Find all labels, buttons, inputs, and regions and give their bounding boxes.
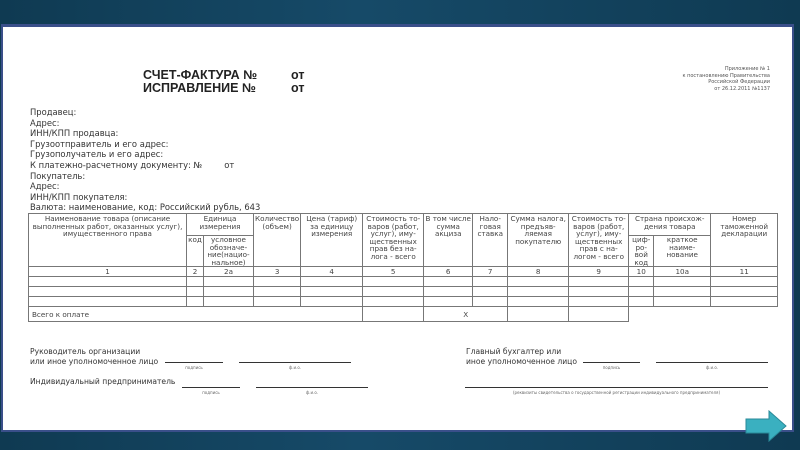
table-row [29, 297, 778, 307]
header-cost-with-tax: Стоимость то-варов (работ, услуг), иму-щественных прав с на-логом - всего [569, 214, 629, 267]
signature-caption: подпись [185, 365, 203, 370]
table-cell [187, 287, 204, 297]
empty-cell [629, 307, 778, 322]
header-unit-code: код [187, 236, 204, 267]
payment-doc-label: К платежно-расчетному документу: № [30, 159, 203, 170]
buyer-field: Покупатель: [30, 170, 86, 181]
column-number: 4 [301, 267, 363, 277]
table-cell [301, 287, 363, 297]
header-price: Цена (тариф) за единицу измерения [301, 214, 363, 267]
header-origin: Страна происхож-дения товара [629, 214, 711, 236]
table-cell [204, 297, 254, 307]
table-cell [654, 277, 711, 287]
table-cell [569, 297, 629, 307]
table-header-row [29, 214, 778, 236]
appendix-note [682, 66, 770, 92]
table-cell [711, 297, 778, 307]
invoice-fields [30, 107, 260, 213]
seller-inn-field: ИНН/КПП продавца: [30, 128, 119, 139]
table-row [29, 277, 778, 287]
table-cell [204, 287, 254, 297]
signature-caption: подпись [202, 390, 220, 395]
seller-field: Продавец: [30, 107, 77, 117]
table-cell [508, 277, 569, 287]
correction-date-label: от [291, 81, 305, 95]
header-origin-name: краткое наиме-нование [654, 236, 711, 267]
table-cell [187, 297, 204, 307]
table-cell [629, 297, 654, 307]
table-row [29, 287, 778, 297]
total-excise: Х [424, 307, 508, 322]
table-cell [569, 277, 629, 287]
header-cost-no-tax: Стоимость то-варов (работ, услуг), иму-щественных прав без на-лога - всего [363, 214, 424, 267]
consignee-field: Грузополучатель и его адрес: [30, 149, 164, 160]
table-cell [301, 297, 363, 307]
total-tax-amount [508, 307, 569, 322]
table-cell [254, 287, 301, 297]
column-number: 8 [508, 267, 569, 277]
invoice-number-label: СЧЕТ-ФАКТУРА № [143, 68, 258, 82]
registration-line [465, 387, 768, 388]
name-caption: ф.и.о. [288, 365, 302, 370]
table-cell [363, 287, 424, 297]
column-number: 5 [363, 267, 424, 277]
header-tax-rate: Нало-говая ставка [473, 214, 508, 267]
table-cell [29, 277, 187, 287]
column-number: 3 [254, 267, 301, 277]
table-cell [569, 287, 629, 297]
table-cell [654, 297, 711, 307]
table-cell [424, 297, 473, 307]
total-row [29, 307, 778, 322]
accountant-signature-line [583, 362, 640, 363]
registration-caption: (реквизиты свидетельства о государственной регистрации индивидуального предпринимателя) [512, 390, 721, 395]
table-cell [29, 297, 187, 307]
column-number: 6 [424, 267, 473, 277]
total-cost-with-tax [569, 307, 629, 322]
arrow-right-icon [745, 410, 787, 442]
table-cell [254, 297, 301, 307]
column-number: 2 [187, 267, 204, 277]
table-cell [711, 287, 778, 297]
header-name: Наименование товара (описание выполненных работ, оказанных услуг), имущественного права [29, 214, 187, 267]
entrepreneur-signature-line [182, 387, 240, 388]
table-cell [629, 277, 654, 287]
column-numbers-row [29, 267, 778, 277]
head-signature-label: Руководитель организации или иное уполномоченное лицо [30, 347, 159, 366]
table-cell [473, 297, 508, 307]
column-number: 7 [473, 267, 508, 277]
currency-field: Валюта: наименование, код: Российский рубль, 643 [30, 202, 261, 213]
table-cell [629, 287, 654, 297]
name-caption: ф.и.о. [305, 390, 319, 395]
table-cell [508, 287, 569, 297]
header-quantity: Количество (объем) [254, 214, 301, 267]
table-cell [508, 297, 569, 307]
accountant-name-line [656, 362, 768, 363]
buyer-address-field: Адрес: [30, 181, 60, 192]
table-cell [424, 277, 473, 287]
payment-doc-date-label: от [224, 159, 235, 170]
column-number: 10а [654, 267, 711, 277]
table-cell [301, 277, 363, 287]
header-unit-symbol: условное обозначе-ние(нацио-нальное) [204, 236, 254, 267]
header-origin-code: циф-ро-вой код [629, 236, 654, 267]
head-name-line [239, 362, 351, 363]
table-cell [187, 277, 204, 287]
header-excise: В том числе сумма акциза [424, 214, 473, 267]
next-slide-button[interactable] [745, 410, 787, 442]
header-customs: Номер таможенной декларации [711, 214, 778, 267]
appendix-line: Приложение № 1 [724, 66, 770, 72]
name-caption: ф.и.о. [705, 365, 719, 370]
head-signature-line [165, 362, 223, 363]
header-tax-amount: Сумма налога, предъяв-ляемая покупателю [508, 214, 569, 267]
seller-address-field: Адрес: [30, 117, 60, 128]
entrepreneur-signature-label: Индивидуальный предприниматель [30, 377, 176, 386]
table-cell [473, 277, 508, 287]
column-number: 2а [204, 267, 254, 277]
buyer-inn-field: ИНН/КПП покупателя: [30, 191, 128, 202]
table-cell [363, 277, 424, 287]
column-number: 1 [29, 267, 187, 277]
appendix-line: к постановлению Правительства [682, 72, 770, 79]
invoice-table [28, 213, 778, 322]
invoice-date-label: от [291, 68, 305, 82]
table-cell [254, 277, 301, 287]
payment-doc-field [30, 160, 260, 171]
invoice-title [143, 69, 304, 95]
appendix-line: Российской Федерации [708, 79, 770, 85]
table-cell [363, 297, 424, 307]
table-cell [204, 277, 254, 287]
table-cell [424, 287, 473, 297]
total-label: Всего к оплате [29, 307, 363, 322]
total-cost-no-tax [363, 307, 424, 322]
header-unit: Единица измерения [187, 214, 254, 236]
correction-number-label: ИСПРАВЛЕНИЕ № [143, 81, 256, 95]
column-number: 11 [711, 267, 778, 277]
appendix-line: от 26.12.2011 №1137 [714, 85, 770, 92]
table-cell [711, 277, 778, 287]
signature-caption: подпись [602, 365, 621, 370]
accountant-signature-label: Главный бухгалтер или иное уполномоченное лицо [466, 347, 577, 366]
entrepreneur-name-line [256, 387, 368, 388]
shipper-field: Грузоотправитель и его адрес: [30, 138, 169, 149]
table-cell [654, 287, 711, 297]
column-number: 10 [629, 267, 654, 277]
table-cell [29, 287, 187, 297]
column-number: 9 [569, 267, 629, 277]
table-cell [473, 287, 508, 297]
